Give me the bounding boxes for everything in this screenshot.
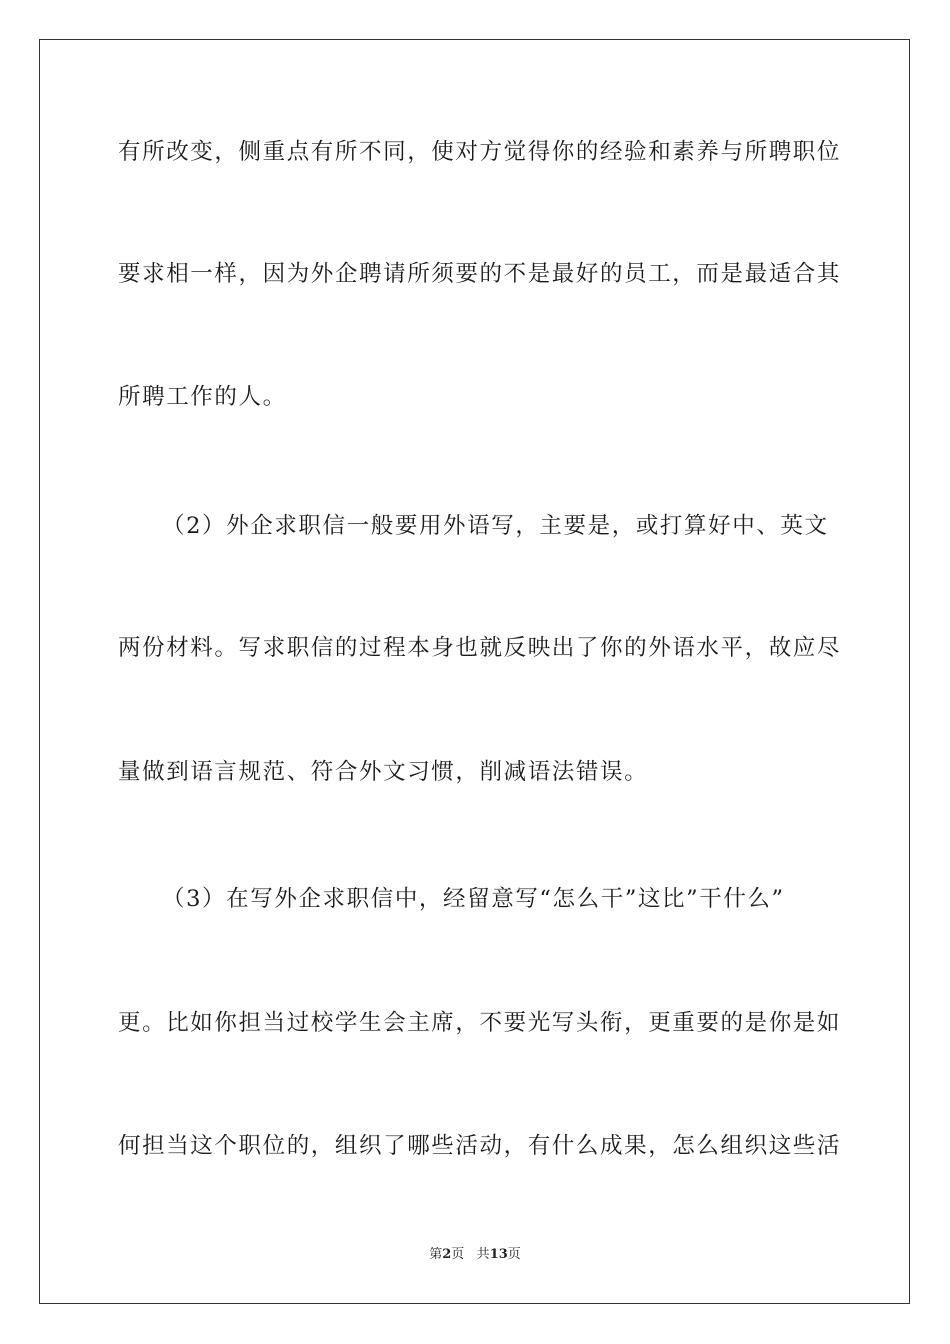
body-line-2: 要求相一样，因为外企聘请所须要的不是最好的员工，而是最适合其 [118, 261, 842, 287]
footer-total-prefix: 共 [476, 1247, 490, 1262]
body-line-7: （3）在写外企求职信中，经留意写“怎么干”这比”干什么” [162, 886, 785, 912]
footer-page-number: 2 [442, 1247, 452, 1262]
body-line-5: 两份材料。写求职信的过程本身也就反映出了你的外语水平，故应尽 [118, 635, 842, 661]
body-line-3: 所聘工作的人。 [118, 384, 287, 410]
body-line-4: （2）外企求职信一般要用外语写，主要是，或打算好中、英文 [162, 513, 829, 539]
footer-total-pages: 13 [489, 1247, 508, 1262]
body-line-9: 何担当这个职位的，组织了哪些活动，有什么成果，怎么组织这些活 [118, 1133, 842, 1159]
body-line-6: 量做到语言规范、符合外文习惯，削减语法错误。 [118, 759, 649, 785]
page-footer [0, 1246, 950, 1264]
footer-page-prefix: 第 [429, 1247, 443, 1262]
footer-total-suffix: 页 [507, 1247, 521, 1262]
body-line-8: 更。比如你担当过校学生会主席，不要光写头衔，更重要的是你是如 [118, 1010, 842, 1036]
footer-page-suffix: 页 [451, 1247, 465, 1262]
page-border [39, 39, 910, 1304]
body-line-1: 有所改变，侧重点有所不同，使对方觉得你的经验和素养与所聘职位 [118, 139, 842, 165]
